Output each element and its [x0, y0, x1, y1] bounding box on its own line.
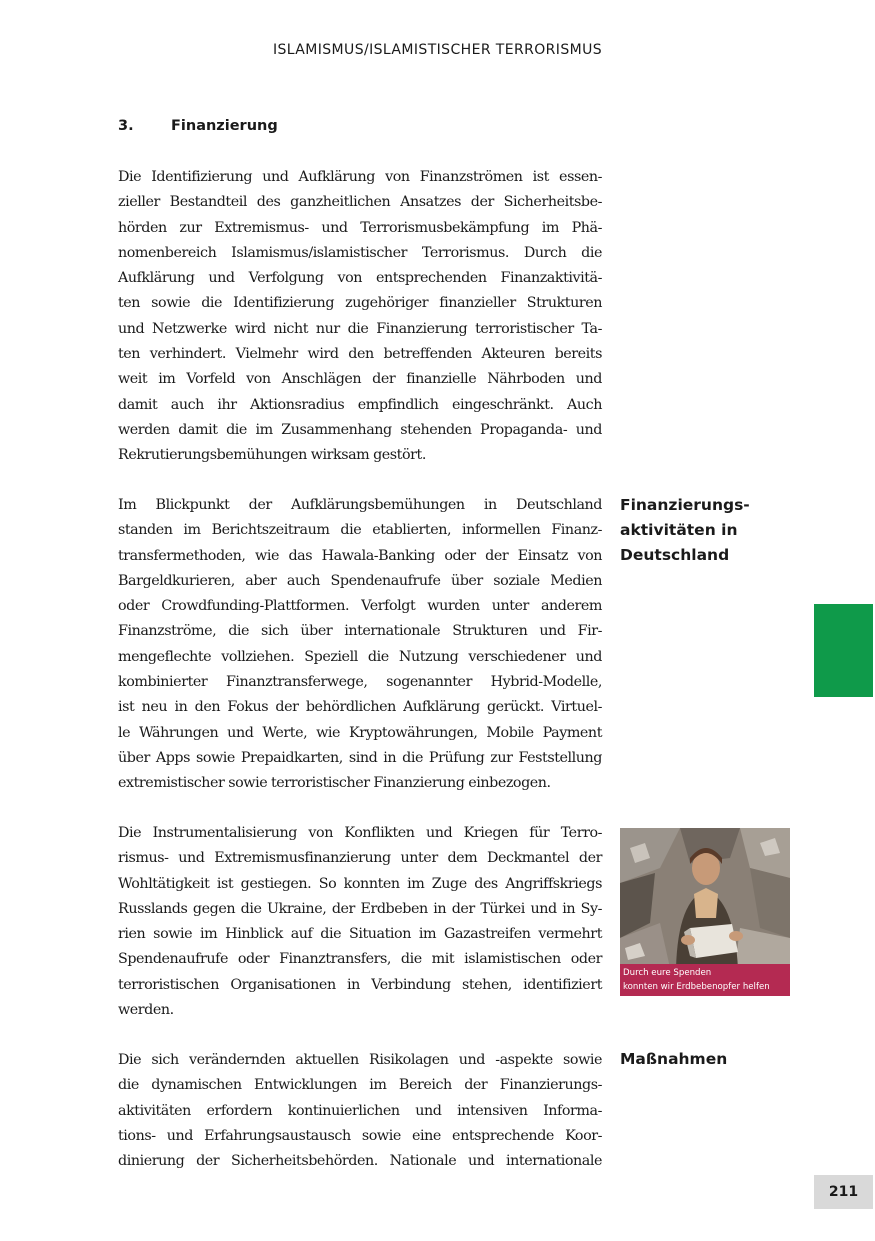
text-line: extremistischer sowie terroristischer Finanzierung einbezogen.	[118, 775, 551, 792]
text-line: hörden zur Extremismus- und Terrorismusbekämpfung im Phä-	[118, 219, 602, 236]
text-line: transfermethoden, wie das Hawala-Banking oder der Einsatz von	[118, 547, 602, 564]
text-line: terroristischen Organisationen in Verbindung stehen, identifiziert	[118, 976, 602, 993]
margin-note-measures	[620, 1047, 800, 1072]
text-line: Die Instrumentalisierung von Konflikten und Kriegen für Terro-	[118, 825, 602, 841]
text-line: und Netzwerke wird nicht nur die Finanzierung terroristischer Ta-	[118, 320, 602, 337]
photo-caption-line: Durch eure Spenden	[623, 968, 712, 978]
chapter-tab	[814, 604, 873, 697]
text-line: kombinierter Finanztransferwege, sogenannter Hybrid-Modelle,	[118, 674, 602, 691]
donation-appeal-photo	[620, 828, 790, 996]
text-line: weit im Vorfeld von Anschlägen der finanzielle Nährboden und	[118, 371, 602, 388]
photo-caption	[620, 964, 790, 996]
text-line: Spendenaufrufe oder Finanztransfers, die mit islamistischen oder	[118, 951, 602, 968]
text-line: Finanzströme, die sich über internationale Strukturen und Fir-	[118, 623, 602, 640]
text-line: Die Identifizierung und Aufklärung von Finanzströmen ist essen-	[118, 169, 602, 185]
text-line: rien sowie im Hinblick auf die Situation im Gazastreifen vermehrt	[118, 926, 602, 943]
text-line: nomenbereich Islamismus/islamistischer Terrorismus. Durch die	[118, 244, 602, 261]
text-line: Bargeldkurieren, aber auch Spendenaufrufe über soziale Medien	[118, 572, 602, 589]
text-line: werden.	[118, 1002, 174, 1019]
text-line: zieller Bestandteil des ganzheitlichen Ansatzes der Sicherheitsbe-	[118, 194, 602, 211]
text-line: Rekrutierungsbemühungen wirksam gestört.	[118, 447, 426, 464]
text-line: ten sowie die Identifizierung zugehöriger finanzieller Strukturen	[118, 295, 602, 312]
text-line: mengeflechte vollziehen. Speziell die Nutzung verschiedener und	[118, 648, 602, 665]
text-line: le Währungen und Werte, wie Kryptowährungen, Mobile Payment	[118, 724, 602, 741]
text-line: über Apps sowie Prepaidkarten, sind in die Prüfung zur Feststellung	[118, 749, 602, 766]
text-line: ist neu in den Fokus der behördlichen Aufklärung gerückt. Virtuel-	[118, 699, 602, 716]
paragraph-financing-activities	[118, 493, 602, 797]
text-line: damit auch ihr Aktionsradius empfindlich eingeschränkt. Auch	[118, 396, 602, 413]
paragraph-instrumentalisation	[118, 821, 602, 1023]
text-line: tions- und Erfahrungsaustausch sowie eine entsprechende Koor-	[118, 1127, 602, 1144]
page-number: 211	[814, 1175, 873, 1209]
text-line: oder Crowdfunding-Plattformen. Verfolgt wurden unter anderem	[118, 598, 602, 615]
section-title: Finanzierung	[171, 118, 278, 134]
photo-caption-line: konnten wir Erdbebenopfer helfen	[623, 982, 770, 992]
text-line: ten verhindert. Vielmehr wird den betreffenden Akteuren bereits	[118, 346, 602, 363]
text-line: rismus- und Extremismusfinanzierung unter dem Deckmantel der	[118, 850, 602, 867]
margin-note-line: Finanzierungs-	[620, 496, 750, 514]
running-head: ISLAMISMUS/ISLAMISTISCHER TERRORISMUS	[272, 42, 603, 58]
margin-note-line: aktivitäten in	[620, 521, 738, 539]
text-line: werden damit die im Zusammenhang stehenden Propaganda- und	[118, 421, 602, 438]
text-line: Wohltätigkeit ist gestiegen. So konnten im Zuge des Angriffskriegs	[118, 875, 602, 892]
text-line: Russlands gegen die Ukraine, der Erdbeben in der Türkei und in Sy-	[118, 900, 602, 917]
margin-note-financing	[620, 493, 800, 568]
text-line: Die sich verändernden aktuellen Risikolagen und -aspekte sowie	[118, 1052, 602, 1068]
text-line: standen im Berichtszeitraum die etablierten, informellen Finanz-	[118, 522, 602, 539]
text-line: die dynamischen Entwicklungen im Bereich der Finanzierungs-	[118, 1077, 602, 1094]
section-heading	[118, 118, 278, 134]
section-number: 3.	[118, 118, 134, 134]
text-line: dinierung der Sicherheitsbehörden. Nationale und internationale	[118, 1153, 602, 1170]
text-line: aktivitäten erfordern kontinuierlichen und intensiven Informa-	[118, 1102, 602, 1119]
text-line: Aufklärung und Verfolgung von entsprechenden Finanzaktivitä-	[118, 270, 602, 287]
margin-note-line: Deutschland	[620, 546, 730, 564]
paragraph-measures	[118, 1048, 602, 1174]
margin-note-line: Maßnahmen	[620, 1050, 728, 1068]
paragraph-intro	[118, 165, 602, 469]
text-line: Im Blickpunkt der Aufklärungsbemühungen in Deutschland	[118, 497, 602, 513]
